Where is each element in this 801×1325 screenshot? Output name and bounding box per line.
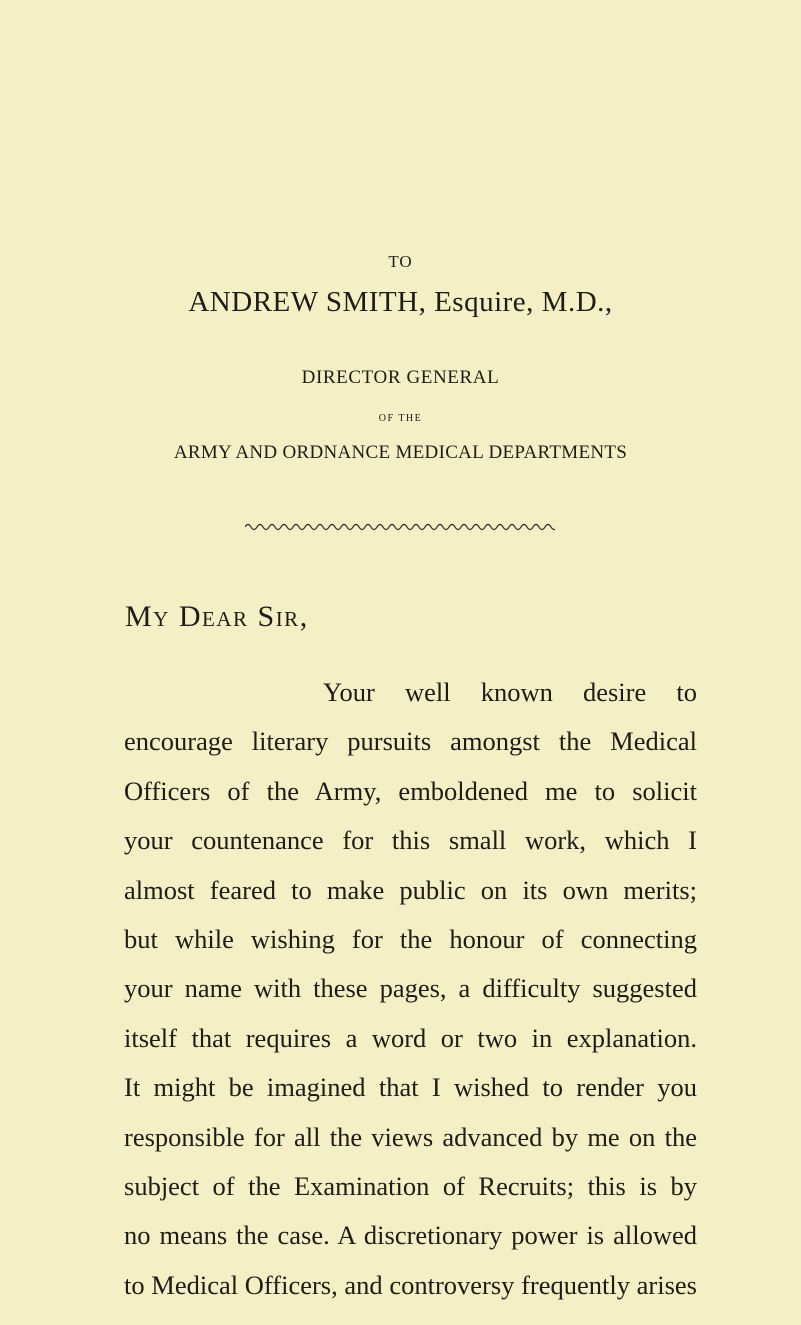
body-line: your name with these pages, a difficulty suggested xyxy=(124,973,697,1004)
body-line: It might be imagined that I wished to render you xyxy=(124,1072,697,1103)
body-line: your countenance for this small work, which I xyxy=(124,825,697,856)
dedicatee-name: ANDREW SMITH, Esquire, M.D., xyxy=(188,286,613,318)
dedicatee-departments: ARMY AND ORDNANCE MEDICAL DEPARTMENTS xyxy=(173,442,628,463)
body-line: no means the case. A discretionary power is allowed xyxy=(124,1220,697,1251)
body-line: Your well known desire to xyxy=(323,677,697,707)
wavy-rule-ornament xyxy=(245,520,555,534)
dedication-to: TO xyxy=(388,252,413,271)
body-line: itself that requires a word or two in explanation. xyxy=(124,1022,697,1053)
salutation: My Dear Sir, xyxy=(125,600,309,633)
body-line: but while wishing for the honour of connecting xyxy=(124,924,697,955)
body-line: responsible for all the views advanced by me on the xyxy=(124,1121,697,1152)
body-line: encourage literary pursuits amongst the Medical xyxy=(124,726,697,757)
body-line: subject of the Examination of Recruits; this is by xyxy=(124,1171,697,1202)
body-line: Officers of the Army, emboldened me to solicit xyxy=(124,775,697,806)
body-line: to Medical Officers, and controversy frequently arises xyxy=(124,1269,697,1300)
dedicatee-office: DIRECTOR GENERAL xyxy=(301,367,500,388)
letter-body xyxy=(124,668,697,1310)
body-line: almost feared to make public on its own merits; xyxy=(124,874,697,905)
dedication-of-the: OF THE xyxy=(378,413,423,424)
